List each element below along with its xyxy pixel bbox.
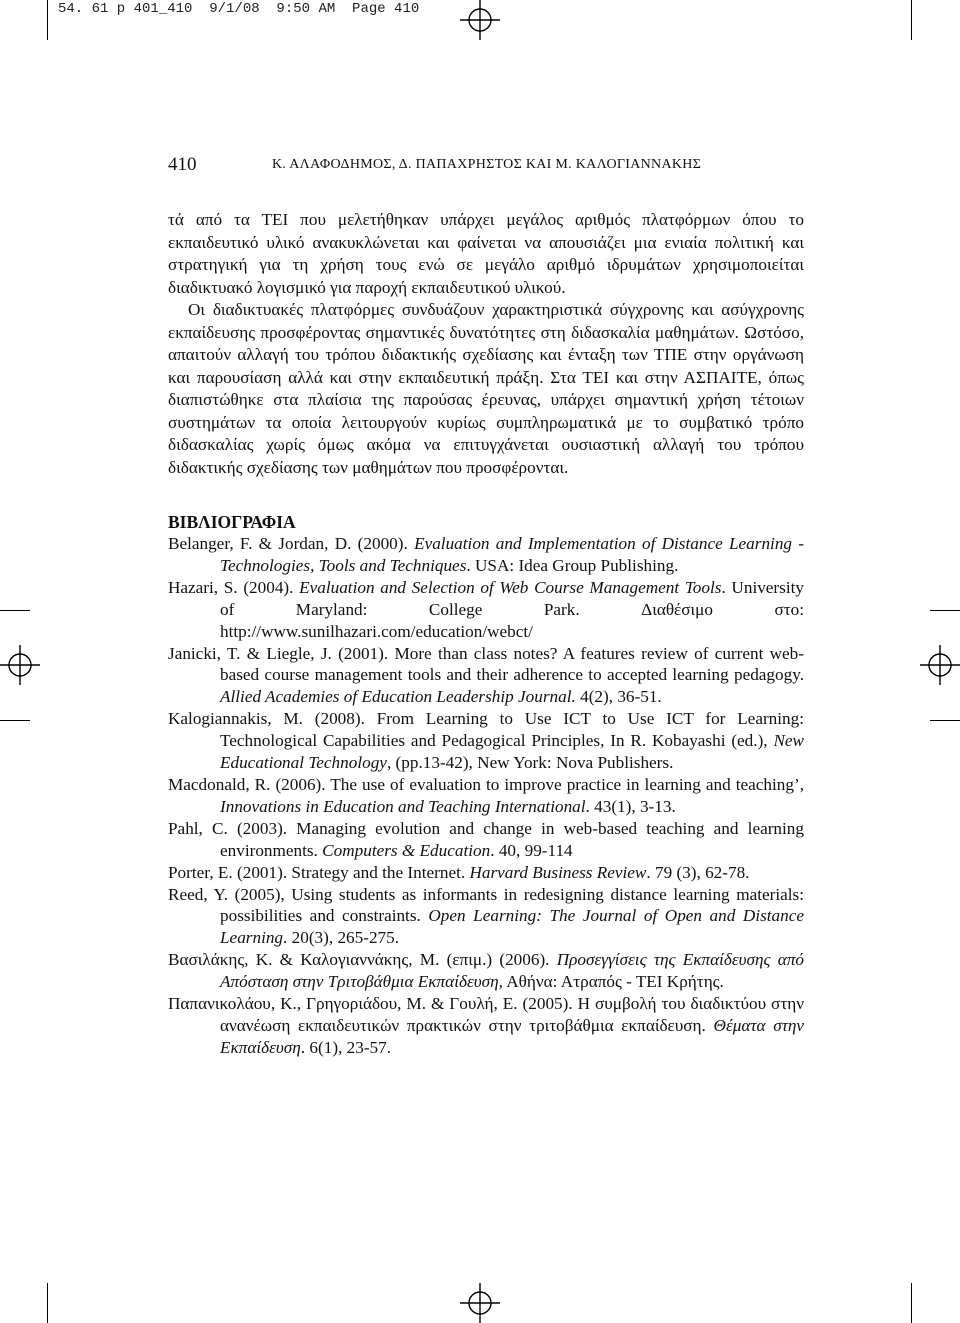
registration-mark-icon — [460, 1283, 500, 1323]
reference-item — [168, 949, 804, 993]
crop-mark — [911, 0, 912, 40]
reference-item — [168, 993, 804, 1059]
reference-title: Evaluation and Selection of Web Course Management Tools — [299, 577, 722, 597]
reference-text: Pahl, C. (2003). Managing evolution and change in web-based teaching and learning environments. — [168, 818, 804, 860]
reference-list — [168, 533, 804, 1059]
reference-item — [168, 884, 804, 950]
reference-text: Reed, Y. (2005), Using students as informants in redesigning distance learning materials: possibilities and constraints. — [168, 884, 804, 926]
reference-text: , Αθήνα: Ατραπός - ΤΕΙ Κρήτης. — [498, 972, 724, 992]
crop-mark — [0, 720, 30, 721]
registration-mark-icon — [460, 0, 500, 40]
reference-text: Kalogiannakis, M. (2008). From Learning to Use ICT to Use ICT for Learning: Technological Capabilities and Pedagogical Principles, In R. Kobayashi (ed.), — [168, 709, 804, 751]
reference-text: Παπανικολάου, Κ., Γρηγοριάδου, Μ. & Γουλή, Ε. (2005). Η συμβολή του διαδικτύου στην ανανέωση εκπαιδευτικών πρακτικών στην τριτοβάθμια εκπαίδευση. — [168, 994, 804, 1035]
reference-text: Macdonald, R. (2006). The use of evaluation to improve practice in learning and teaching’, — [168, 774, 804, 794]
reference-text: Βασιλάκης, Κ. & Καλογιαννάκης, Μ. (επιμ.) (2006). — [168, 950, 557, 970]
reference-text: . 20(3), 265-275. — [283, 928, 400, 948]
reference-text: . 79 (3), 62-78. — [646, 862, 750, 882]
reference-text: . University of Maryland: College Park. Διαθέσιμο στο: http://www.sunilhazari.com/education/webct/ — [220, 577, 804, 641]
reference-text: Hazari, S. (2004). — [168, 577, 300, 597]
reference-text: , (pp.13-42), New York: Nova Publishers. — [386, 753, 674, 773]
body-text — [168, 209, 804, 479]
registration-mark-icon — [0, 645, 40, 685]
crop-mark — [0, 610, 30, 611]
running-head — [168, 154, 804, 180]
reference-item — [168, 533, 804, 577]
reference-text: . 40, 99-114 — [490, 840, 573, 860]
running-head-authors: Κ. ΑΛΑΦΟΔΗΜΟΣ, Δ. ΠΑΠΑΧΡΗΣΤΟΣ ΚΑΙ Μ. ΚΑΛΟΓΙΑΝΝΑΚΗΣ — [272, 157, 702, 172]
reference-title: Open Learning: The Journal of Open and Distance Learning — [220, 906, 804, 948]
reference-text: Porter, E. (2001). Strategy and the Internet. — [168, 862, 470, 882]
reference-title: Θέματα στην Εκπαίδευση — [220, 1015, 805, 1057]
reference-text: Janicki, T. & Liegle, J. (2001). More than class notes? A features review of current web-based course management tools and their adherence to accepted learning pedagogy. — [168, 643, 804, 685]
reference-text: Belanger, F. & Jordan, D. (2000). — [168, 534, 415, 553]
reference-item — [168, 643, 804, 709]
reference-text: . 43(1), 3-13. — [585, 796, 676, 816]
reference-title: Allied Academies of Education Leadership Journal. — [220, 687, 576, 707]
reference-item — [168, 774, 804, 818]
crop-mark — [47, 1283, 48, 1323]
reference-title: Harvard Business Review — [469, 862, 647, 882]
reference-text: . 6(1), 23-57. — [300, 1037, 392, 1057]
crop-mark — [930, 720, 960, 721]
reference-text: . USA: Idea Group Publishing. — [466, 555, 679, 575]
reference-title: Προσεγγίσεις της Εκπαίδευσης από Απόσταση στην Τριτοβάθμια Εκπαίδευση — [220, 950, 804, 992]
crop-mark — [47, 0, 48, 40]
crop-mark — [911, 1283, 912, 1323]
paragraph: Οι διαδικτυακές πλατφόρμες συνδυάζουν χαρακτηριστικά σύγχρονης και ασύγχρονης εκπαίδευσης προσφέροντας σημαντικές δυνατότητες στη διδασκαλία μαθημάτων. Ωστόσο, απαιτούν αλλαγή του τρόπου διδακτικής σχεδίασης και ένταξη των ΤΠΕ στην οργάνωση και παρουσίαση αλλά και στην εκπαιδευτική πράξη. Στα ΤΕΙ και στην ΑΣΠΑΙΤΕ, όπως διαπιστώθηκε στα πλαίσια της παρούσας έρευνας, υπάρχει σημαντική χρήση τέτοιων συστημάτων τα οποία λειτουργούν κυρίως συμπληρωματικά με το συμβατικό τρόπο διδασκαλίας χωρίς όμως ακόμα να επιτυγχάνεται ουσιαστική αλλαγή του τρόπου διδακτικής σχεδίασης των μαθημάτων που προσφέρονται. — [168, 300, 804, 477]
reference-title: Innovations in Education and Teaching International — [220, 796, 586, 816]
registration-mark-icon — [920, 645, 960, 685]
reference-text: 4(2), 36-51. — [575, 687, 662, 707]
reference-title: Computers & Education — [322, 840, 491, 860]
print-slug: 54. 61 p 401_410 9/1/08 9:50 AM Page 410 — [58, 1, 420, 17]
crop-mark — [930, 610, 960, 611]
reference-item — [168, 708, 804, 774]
reference-item — [168, 577, 804, 643]
reference-title: Evaluation and Implementation of Distance Learning - Technologies, Tools and Techniques — [220, 534, 804, 575]
reference-item — [168, 818, 804, 862]
page-number: 410 — [168, 154, 197, 175]
bibliography-heading: ΒΙΒΛΙΟΓΡΑΦΙΑ — [168, 512, 296, 532]
paragraph: τά από τα ΤΕΙ που μελετήθηκαν υπάρχει μεγάλος αριθμός πλατφόρμων όπου το εκπαιδευτικό υλικό ανακυκλώνεται και φαίνεται να απουσιάζει μια ενιαία πολιτική και στρατηγική για τη χρήση τους ενώ σε μεγάλο αριθμό ιδρυμάτων χρησιμοποιείται διαδικτυακό λογισμικό για παροχή εκπαιδευτικού υλικού. — [168, 210, 804, 297]
reference-title: New Educational Technology — [220, 731, 804, 773]
reference-item — [168, 862, 804, 884]
